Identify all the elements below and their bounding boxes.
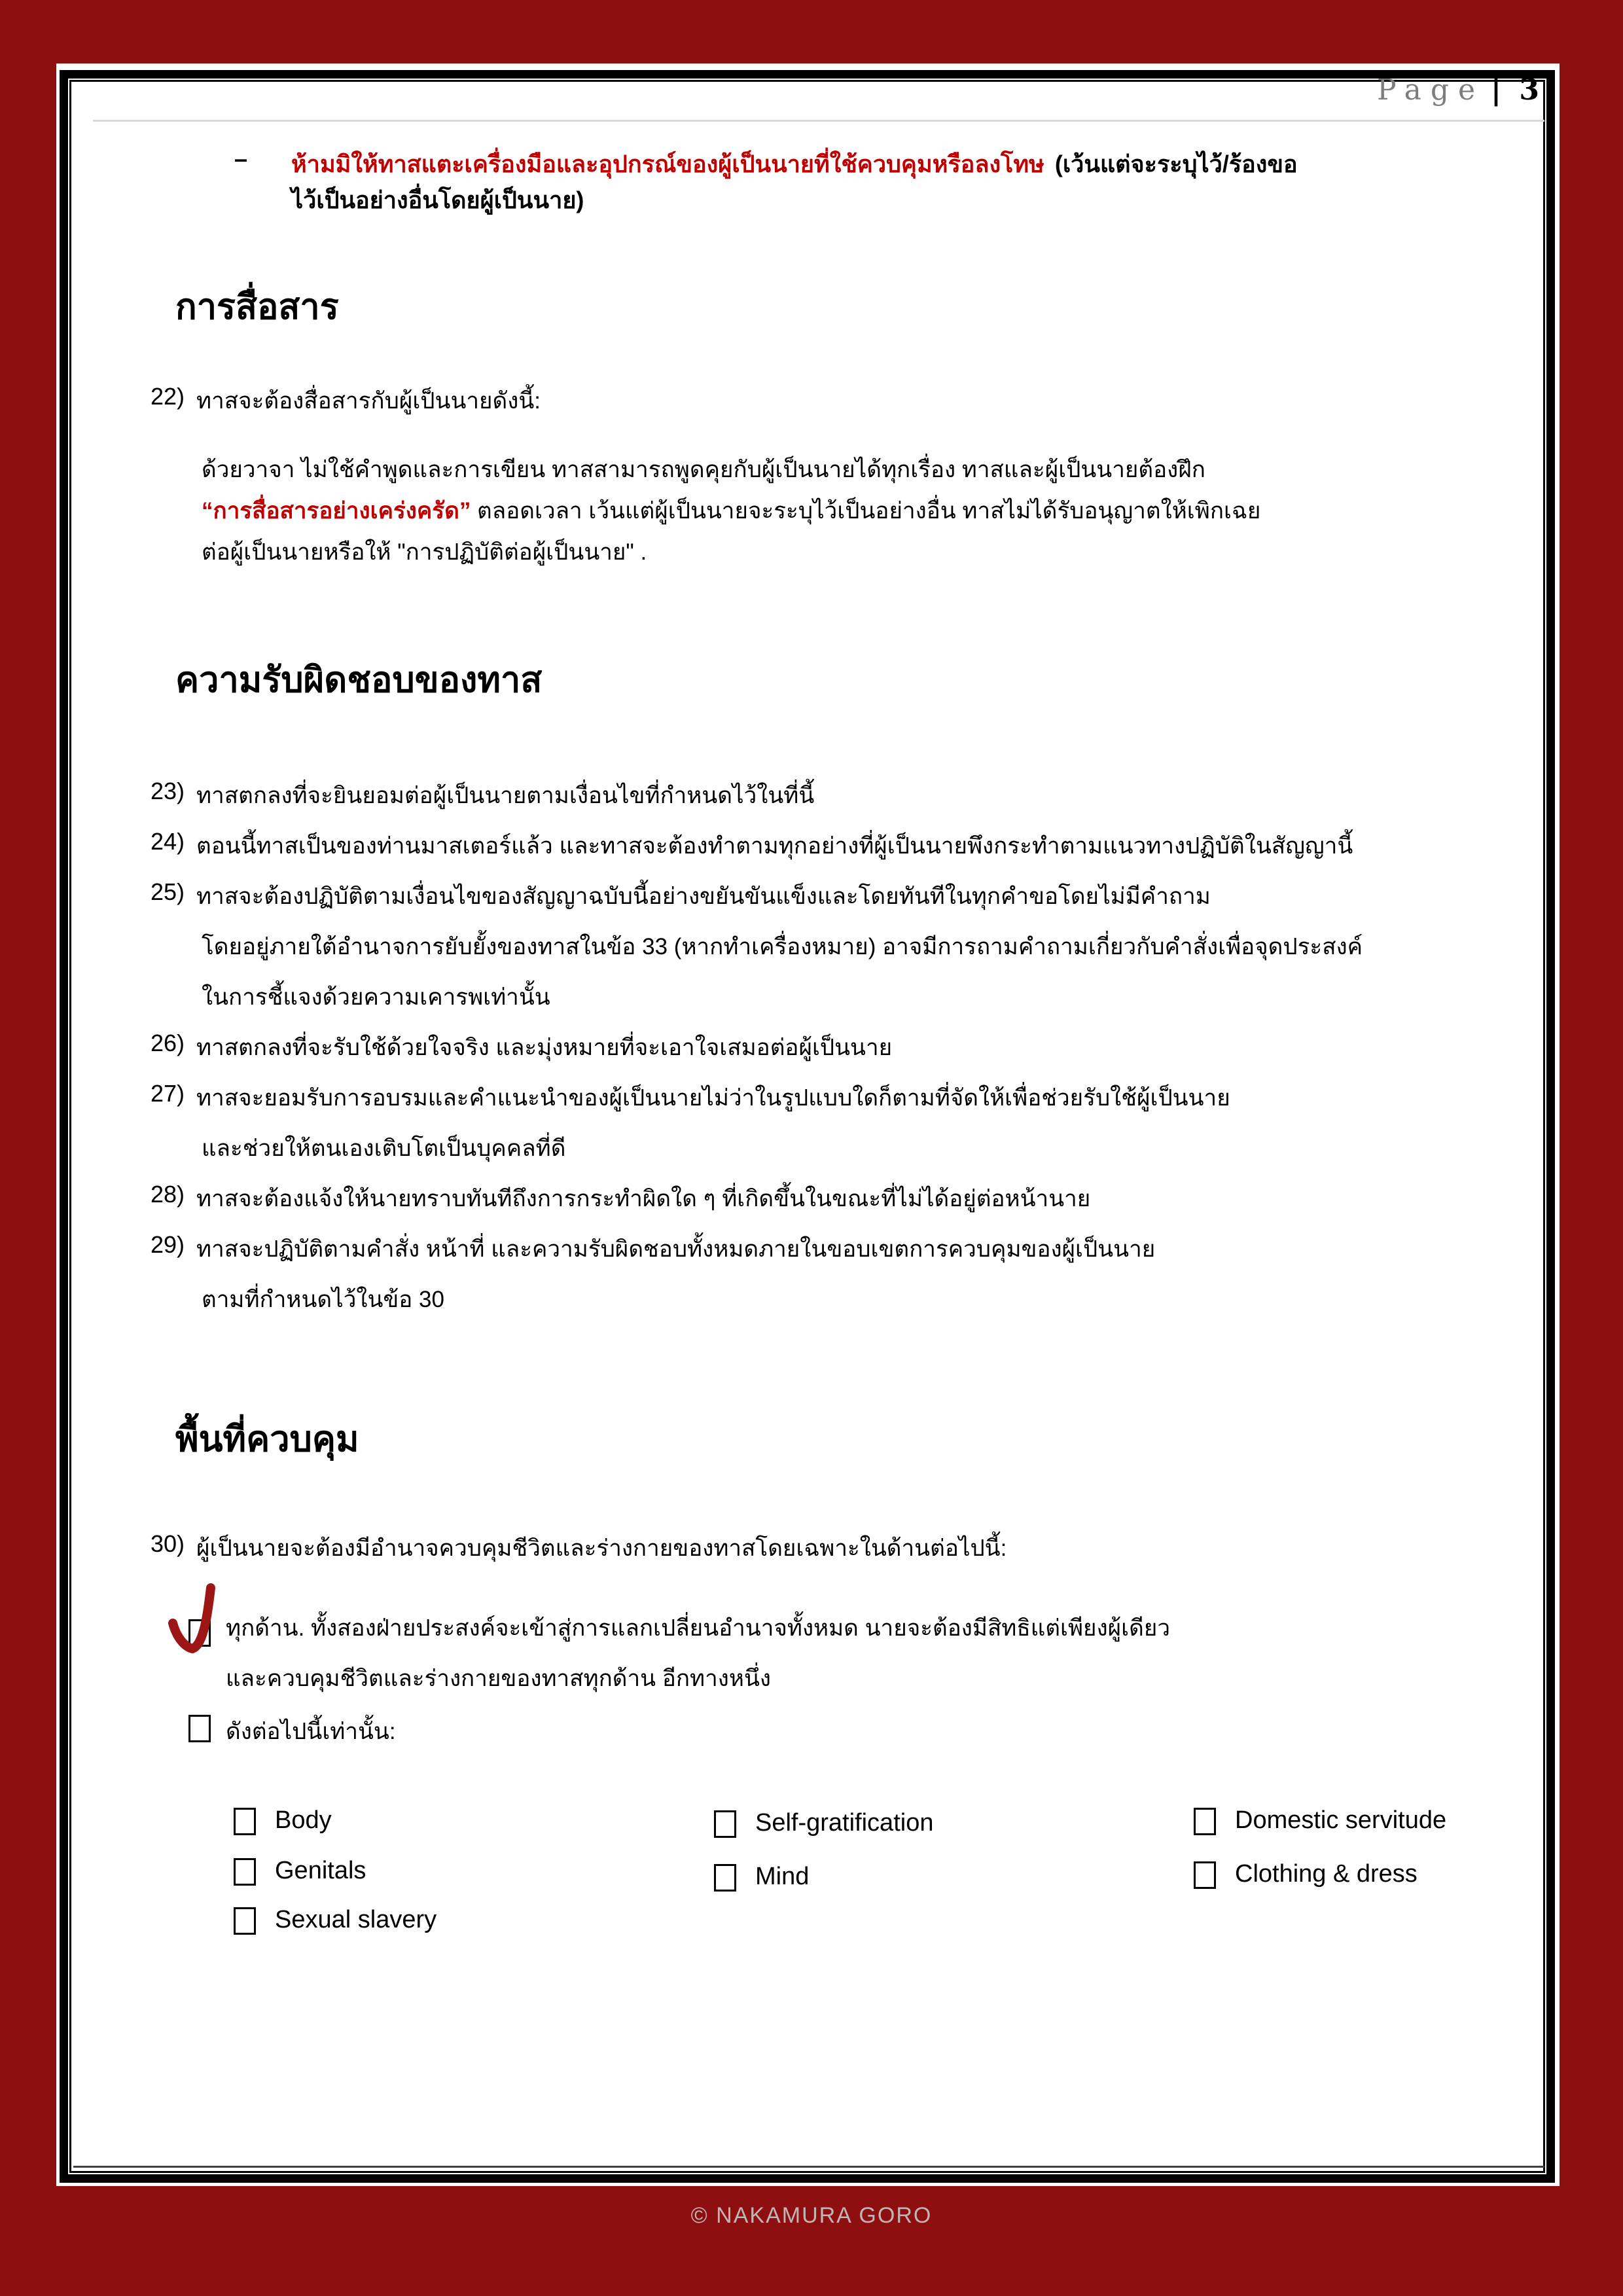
intro-bullet-red-text: ห้ามมิให้ทาสแตะเครื่องมือและอุปกรณ์ของผู้เป็นนายที่ใช้ควบคุมหรือลงโทษ	[291, 151, 1044, 177]
communication-paragraph-line2	[202, 493, 1260, 529]
item-number: 23)	[151, 778, 185, 804]
item-text: ทาสตกลงที่จะรับใช้ด้วยใจจริง และมุ่งหมายที่จะเอาใจเสมอต่อผู้เป็นนาย	[196, 1035, 893, 1060]
communication-paragraph-line1: ด้วยวาจา ไม่ใช้คำพูดและการเขียน ทาสสามารถพูดคุยกับผู้เป็นนายได้ทุกเรื่อง ทาสและผู้เป็นนายต้องฝึก	[202, 457, 1205, 482]
header-rule	[93, 120, 1544, 122]
list-item-25	[0, 878, 1623, 919]
list-item-24	[0, 828, 1623, 869]
item-text: โดยอยู่ภายใต้อำนาจการยับยั้งของทาสในข้อ 33 (หากทำเครื่องหมาย) อาจมีการถามคำถามเกี่ยวกับคำสั่งเพื่อจุดประสงค์	[202, 934, 1363, 960]
list-item-29	[0, 1231, 1623, 1272]
option-label-sexual-slavery: Sexual slavery	[275, 1906, 437, 1933]
item-text: ทาสจะยอมรับการอบรมและคำแนะนำของผู้เป็นนายไม่ว่าในรูปแบบใดก็ตามที่จัดให้เพื่อช่วยรับใช้ผู้เป็นนาย	[196, 1085, 1230, 1111]
item-text: ตามที่กำหนดไว้ในข้อ 30	[202, 1287, 444, 1312]
checkbox-self-gratification[interactable]	[714, 1810, 736, 1838]
option-all-areas-line1: ทุกด้าน. ทั้งสองฝ่ายประสงค์จะเข้าสู่การแลกเปลี่ยนอำนาจทั้งหมด นายจะต้องมีสิทธิแต่เพียงผู้เดียว	[226, 1615, 1171, 1641]
item-text: ทาสจะต้องแจ้งให้นายทราบทันทีถึงการกระทำผิดใด ๆ ที่เกิดขึ้นในขณะที่ไม่ได้อยู่ต่อหน้านาย	[196, 1186, 1091, 1211]
list-item-25-cont1	[0, 929, 1623, 969]
list-item-23	[0, 778, 1623, 818]
list-item-30	[0, 1530, 1623, 1571]
item-text: ทาสจะปฏิบัติตามคำสั่ง หน้าที่ และความรับผิดชอบทั้งหมดภายในขอบเขตการควบคุมของผู้เป็นนาย	[196, 1236, 1156, 1262]
footer-rule	[73, 2166, 1544, 2168]
option-label-self-gratification: Self-gratification	[755, 1809, 934, 1837]
item-text: และช่วยให้ตนเองเติบโตเป็นบุคคลที่ดี	[202, 1136, 566, 1161]
strict-communication-red-text: “การสื่อสารอย่างเคร่งครัด”	[202, 498, 471, 524]
item-number: 27)	[151, 1080, 185, 1107]
bullet-dash: –	[234, 145, 248, 172]
item-number: 22)	[151, 383, 185, 410]
item-number: 25)	[151, 878, 185, 905]
item-text: ทาสตกลงที่จะยินยอมต่อผู้เป็นนายตามเงื่อนไขที่กำหนดไว้ในที่นี้	[196, 783, 815, 808]
item-text: ทาสจะต้องสื่อสารกับผู้เป็นนายดังนี้:	[196, 388, 541, 414]
intro-bullet-black-text: (เว้นแต่จะระบุไว้/ร้องขอ	[1054, 151, 1298, 177]
item-text: ทาสจะต้องปฏิบัติตามเงื่อนไขของสัญญาฉบับนี้อย่างขยันขันแข็งและโดยทันทีในทุกคำขอโดยไม่มีคำถาม	[196, 884, 1211, 909]
option-only-following-label: ดังต่อไปนี้เท่านั้น:	[226, 1719, 396, 1744]
communication-paragraph-line3: ต่อผู้เป็นนายหรือให้ "การปฏิบัติต่อผู้เป็นนาย" .	[202, 539, 647, 565]
page-header-label: Page	[1376, 73, 1485, 107]
section-heading-communication: การสื่อสาร	[175, 287, 339, 327]
checkbox-sexual-slavery[interactable]	[234, 1907, 256, 1935]
list-item-27-cont	[0, 1130, 1623, 1171]
checkbox-mind[interactable]	[714, 1864, 736, 1892]
item-text: ตอนนี้ทาสเป็นของท่านมาสเตอร์แล้ว และทาสจะต้องทำตามทุกอย่างที่ผู้เป็นนายพึงกระทำตามแนวทางปฏิบัติในสัญญานี้	[196, 833, 1353, 859]
checkbox-clothing-dress[interactable]	[1194, 1861, 1216, 1889]
paragraph-line2-rest: ตลอดเวลา เว้นแต่ผู้เป็นนายจะระบุไว้เป็นอย่างอื่น ทาสไม่ได้รับอนุญาตให้เพิกเฉย	[471, 498, 1261, 524]
option-label-clothing-dress: Clothing & dress	[1235, 1860, 1418, 1888]
page-footer-copyright: © NAKAMURA GORO	[690, 2203, 933, 2228]
item-text: ผู้เป็นนายจะต้องมีอำนาจควบคุมชีวิตและร่างกายของทาสโดยเฉพาะในด้านต่อไปนี้:	[196, 1535, 1007, 1561]
checkbox-genitals[interactable]	[234, 1858, 256, 1886]
page-header	[1377, 73, 1543, 107]
list-item-28	[0, 1181, 1623, 1221]
option-label-body: Body	[275, 1806, 332, 1834]
red-check-mark-icon	[168, 1583, 228, 1656]
option-all-areas-line2: และควบคุมชีวิตและร่างกายของทาสทุกด้าน อีกทางหนึ่ง	[226, 1666, 771, 1691]
section-heading-responsibilities: ความรับผิดชอบของทาส	[175, 660, 543, 700]
item-number: 24)	[151, 828, 185, 855]
option-label-domestic-servitude: Domestic servitude	[1235, 1806, 1447, 1834]
intro-bullet-line1	[291, 145, 1298, 183]
section-heading-control-areas: พื้นที่ควบคุม	[175, 1420, 359, 1459]
list-item-25-cont2	[0, 979, 1623, 1020]
page-number: 3	[1519, 73, 1543, 107]
list-item-29-cont	[0, 1282, 1623, 1322]
list-item-22	[0, 383, 1623, 423]
checkbox-only-following[interactable]	[188, 1715, 211, 1742]
item-number: 26)	[151, 1030, 185, 1056]
checkbox-body[interactable]	[234, 1808, 256, 1835]
item-number: 29)	[151, 1231, 185, 1258]
option-label-genitals: Genitals	[275, 1857, 366, 1884]
list-item-26	[0, 1030, 1623, 1070]
page-header-separator: |	[1491, 73, 1506, 107]
option-label-mind: Mind	[755, 1863, 810, 1890]
checkbox-domestic-servitude[interactable]	[1194, 1808, 1216, 1835]
item-number: 30)	[151, 1530, 185, 1557]
list-item-27	[0, 1080, 1623, 1121]
intro-bullet-line2: ไว้เป็นอย่างอื่นโดยผู้เป็นนาย)	[291, 187, 584, 213]
item-number: 28)	[151, 1181, 185, 1208]
item-text: ในการชี้แจงด้วยความเคารพเท่านั้น	[202, 984, 550, 1010]
